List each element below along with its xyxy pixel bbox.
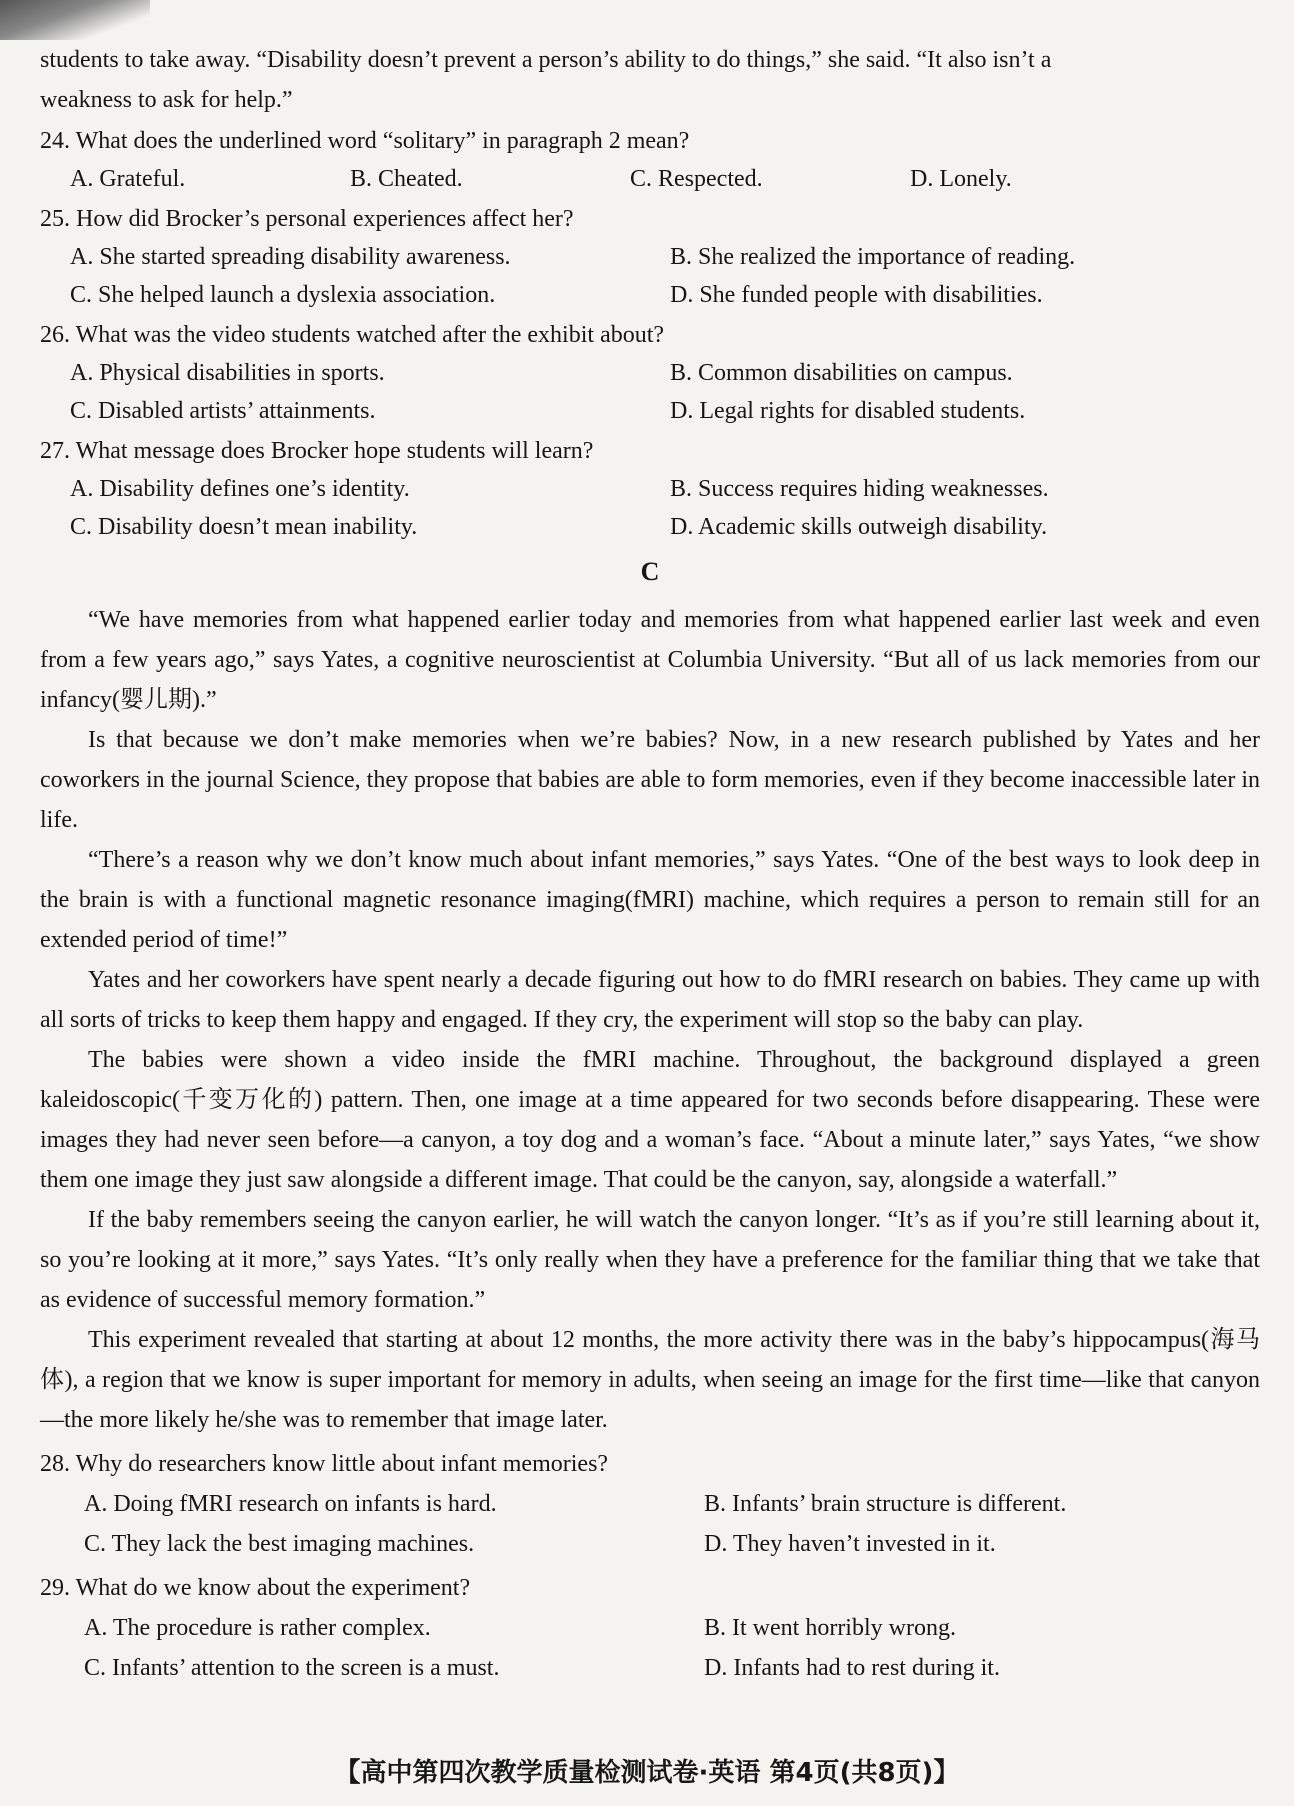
section-heading-c: C	[640, 557, 660, 586]
option-27b: B. Success requires hiding weaknesses.	[670, 476, 1049, 502]
option-24a: A. Grateful.	[70, 166, 186, 192]
option-25d: D. She funded people with disabilities.	[670, 282, 1043, 308]
option-28d: D. They haven’t invested in it.	[704, 1531, 996, 1557]
passage-c-paragraph-7: This experiment revealed that starting at about 12 months, the more activity there was in the baby’s hippocampus(海马体), a region that we know is super important for memory in adults, when seeing an image for the first time—like that canyon—the more likely he/she was to remember that image later.	[40, 1327, 1260, 1433]
option-25b: B. She realized the importance of reading.	[670, 244, 1076, 270]
option-25c: C. She helped launch a dyslexia association.	[70, 282, 496, 308]
option-29b: B. It went horribly wrong.	[704, 1615, 956, 1641]
passage-c-paragraph-6: If the baby remembers seeing the canyon earlier, he will watch the canyon longer. “It’s as if you’re still learning about it, so you’re looking at it more,” says Yates. “It’s only really when they have a preference for the familiar thing that we take that as evidence of successful memory formation.”	[40, 1207, 1260, 1313]
question-26-options	[40, 354, 1260, 430]
exam-page	[40, 40, 1260, 1688]
page-footer: 【高中第四次教学质量检测试卷·英语 第4页(共8页)】	[334, 1758, 960, 1788]
option-27d: D. Academic skills outweigh disability.	[670, 514, 1048, 540]
option-27c: C. Disability doesn’t mean inability.	[70, 514, 418, 540]
question-24-options	[40, 160, 1260, 198]
option-24d: D. Lonely.	[910, 166, 1012, 192]
passage-c-paragraph-2: Is that because we don’t make memories when we’re babies? Now, in a new research published by Yates and her coworkers in the journal Science, they propose that babies are able to form memories, even if they become inaccessible later in life.	[40, 727, 1260, 833]
question-29-options	[40, 1608, 1260, 1688]
option-25a: A. She started spreading disability awareness.	[70, 244, 511, 270]
option-26b: B. Common disabilities on campus.	[670, 360, 1013, 386]
question-27-options	[40, 470, 1260, 546]
option-24c: C. Respected.	[630, 166, 763, 192]
option-28c: C. They lack the best imaging machines.	[84, 1531, 475, 1557]
question-25-options	[40, 238, 1260, 314]
passage-c-paragraph-3: “There’s a reason why we don’t know much about infant memories,” says Yates. “One of the best ways to look deep in the brain is with a functional magnetic resonance imaging(fMRI) machine, which requires a person to remain still for an extended period of time!”	[40, 847, 1260, 953]
option-28b: B. Infants’ brain structure is different.	[704, 1491, 1067, 1517]
question-28: 28. Why do researchers know little about infant memories?	[40, 1451, 609, 1477]
passage-b-end-line1: students to take away. “Disability doesn’t prevent a person’s ability to do things,” she said. “It also isn’t a	[40, 47, 1052, 73]
question-25: 25. How did Brocker’s personal experiences affect her?	[40, 206, 574, 232]
option-27a: A. Disability defines one’s identity.	[70, 476, 410, 502]
option-29a: A. The procedure is rather complex.	[84, 1615, 431, 1641]
question-26: 26. What was the video students watched after the exhibit about?	[40, 322, 665, 348]
question-27: 27. What message does Brocker hope students will learn?	[40, 438, 594, 464]
question-28-options	[40, 1484, 1260, 1564]
question-24: 24. What does the underlined word “solitary” in paragraph 2 mean?	[40, 128, 690, 154]
passage-c-paragraph-5: The babies were shown a video inside the fMRI machine. Throughout, the background displayed a green kaleidoscopic(千变万化的) pattern. Then, one image at a time appeared for two seconds before disappearing. These were images they had never seen before—a canyon, a toy dog and a woman’s face. “About a minute later,” says Yates, “we show them one image they just saw alongside a different image. That could be the canyon, say, alongside a waterfall.”	[40, 1047, 1260, 1193]
option-26d: D. Legal rights for disabled students.	[670, 398, 1026, 424]
scan-corner-shadow	[0, 0, 150, 40]
passage-c-paragraph-4: Yates and her coworkers have spent nearly a decade figuring out how to do fMRI research on babies. They came up with all sorts of tricks to keep them happy and engaged. If they cry, the experiment will stop so the baby can play.	[40, 967, 1260, 1033]
passage-c-paragraph-1: “We have memories from what happened earlier today and memories from what happened earlier last week and even from a few years ago,” says Yates, a cognitive neuroscientist at Columbia University. “But all of us lack memories from our infancy(婴儿期).”	[40, 607, 1260, 713]
option-26a: A. Physical disabilities in sports.	[70, 360, 385, 386]
option-29c: C. Infants’ attention to the screen is a must.	[84, 1655, 500, 1681]
option-29d: D. Infants had to rest during it.	[704, 1655, 1000, 1681]
option-26c: C. Disabled artists’ attainments.	[70, 398, 376, 424]
question-29: 29. What do we know about the experiment?	[40, 1575, 471, 1601]
passage-b-end-line2: weakness to ask for help.”	[40, 87, 293, 113]
option-24b: B. Cheated.	[350, 166, 463, 192]
option-28a: A. Doing fMRI research on infants is hard.	[84, 1491, 497, 1517]
